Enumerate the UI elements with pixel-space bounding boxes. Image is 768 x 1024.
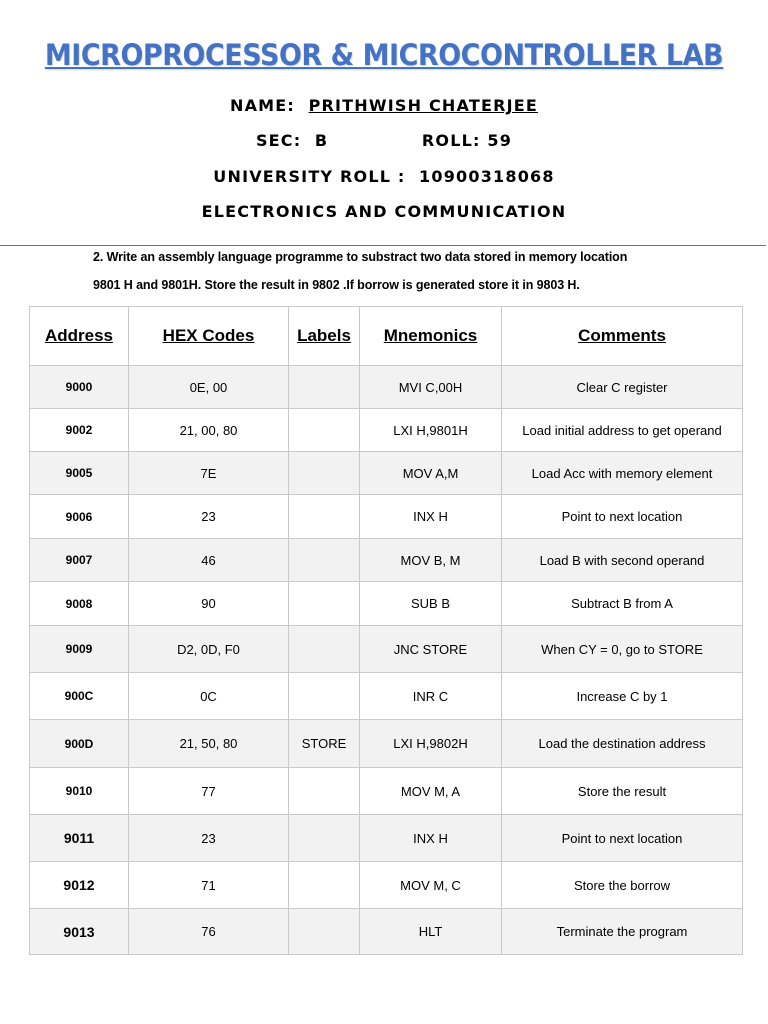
- cell-comment: Terminate the program: [502, 909, 743, 955]
- cell-comment: Load Acc with memory element: [502, 452, 743, 495]
- university-roll-line: [0, 167, 768, 186]
- cell-label: [289, 409, 360, 452]
- cell-hex-code: 0E, 00: [129, 366, 289, 409]
- roll-value: 59: [487, 131, 513, 150]
- cell-label: [289, 626, 360, 673]
- cell-hex-code: 76: [129, 909, 289, 955]
- sec-roll-line: [0, 131, 768, 150]
- cell-hex-code: 46: [129, 539, 289, 582]
- table-row: [30, 673, 743, 720]
- university-roll-label: UNIVERSITY ROLL :: [213, 167, 406, 186]
- cell-mnemonic: MVI C,00H: [360, 366, 502, 409]
- table-row: [30, 815, 743, 862]
- table-row: [30, 495, 743, 539]
- cell-mnemonic: MOV B, M: [360, 539, 502, 582]
- header-labels: Labels: [289, 307, 360, 366]
- cell-comment: Increase C by 1: [502, 673, 743, 720]
- cell-hex-code: D2, 0D, F0: [129, 626, 289, 673]
- cell-comment: Load B with second operand: [502, 539, 743, 582]
- cell-mnemonic: LXI H,9802H: [360, 720, 502, 768]
- table-row: [30, 409, 743, 452]
- header-address: Address: [30, 307, 129, 366]
- cell-comment: Load initial address to get operand: [502, 409, 743, 452]
- question-line-2: 9801 H and 9801H. Store the result in 9802 .If borrow is generated store it in 9803 H.: [93, 278, 580, 292]
- cell-comment: Point to next location: [502, 815, 743, 862]
- table-row: [30, 768, 743, 815]
- cell-hex-code: 90: [129, 582, 289, 626]
- roll-label: ROLL:: [421, 131, 481, 150]
- cell-label: STORE: [289, 720, 360, 768]
- cell-mnemonic: LXI H,9801H: [360, 409, 502, 452]
- cell-label: [289, 582, 360, 626]
- cell-label: [289, 366, 360, 409]
- header-mnemonics: Mnemonics: [360, 307, 502, 366]
- cell-comment: Point to next location: [502, 495, 743, 539]
- name-label: NAME:: [229, 96, 296, 115]
- cell-address: 9005: [30, 452, 129, 495]
- cell-address: 900D: [30, 720, 129, 768]
- table-row: [30, 909, 743, 955]
- cell-hex-code: 23: [129, 495, 289, 539]
- cell-address: 9013: [30, 909, 129, 955]
- table-row: [30, 626, 743, 673]
- cell-comment: Store the borrow: [502, 862, 743, 909]
- sec-value: B: [314, 131, 329, 150]
- cell-mnemonic: HLT: [360, 909, 502, 955]
- cell-label: [289, 452, 360, 495]
- cell-address: 900C: [30, 673, 129, 720]
- table-header-row: [30, 307, 743, 366]
- question-line-1: 2. Write an assembly language programme to substract two data stored in memory location: [93, 250, 628, 264]
- cell-hex-code: 0C: [129, 673, 289, 720]
- cell-label: [289, 815, 360, 862]
- cell-mnemonic: MOV A,M: [360, 452, 502, 495]
- cell-hex-code: 21, 50, 80: [129, 720, 289, 768]
- university-roll-value: 10900318068: [419, 167, 555, 186]
- cell-address: 9007: [30, 539, 129, 582]
- cell-address: 9009: [30, 626, 129, 673]
- header-hex-codes: HEX Codes: [129, 307, 289, 366]
- cell-comment: Load the destination address: [502, 720, 743, 768]
- cell-address: 9011: [30, 815, 129, 862]
- cell-mnemonic: MOV M, C: [360, 862, 502, 909]
- cell-label: [289, 539, 360, 582]
- cell-address: 9002: [30, 409, 129, 452]
- cell-comment: Clear C register: [502, 366, 743, 409]
- cell-comment: When CY = 0, go to STORE: [502, 626, 743, 673]
- cell-hex-code: 77: [129, 768, 289, 815]
- cell-address: 9008: [30, 582, 129, 626]
- cell-hex-code: 21, 00, 80: [129, 409, 289, 452]
- cell-address: 9012: [30, 862, 129, 909]
- cell-mnemonic: MOV M, A: [360, 768, 502, 815]
- cell-mnemonic: SUB B: [360, 582, 502, 626]
- table-row: [30, 452, 743, 495]
- cell-mnemonic: JNC STORE: [360, 626, 502, 673]
- sec-label: SEC:: [255, 131, 302, 150]
- cell-label: [289, 673, 360, 720]
- table-row: [30, 366, 743, 409]
- table-row: [30, 582, 743, 626]
- table-row: [30, 862, 743, 909]
- cell-hex-code: 7E: [129, 452, 289, 495]
- cell-hex-code: 23: [129, 815, 289, 862]
- cell-comment: Subtract B from A: [502, 582, 743, 626]
- cell-hex-code: 71: [129, 862, 289, 909]
- department: ELECTRONICS AND COMMUNICATION: [201, 202, 567, 221]
- name-value: PRITHWISH CHATERJEE: [308, 96, 539, 115]
- cell-mnemonic: INX H: [360, 495, 502, 539]
- cell-label: [289, 909, 360, 955]
- cell-address: 9000: [30, 366, 129, 409]
- table-row: [30, 539, 743, 582]
- cell-label: [289, 862, 360, 909]
- cell-mnemonic: INR C: [360, 673, 502, 720]
- header-comments: Comments: [502, 307, 743, 366]
- cell-address: 9006: [30, 495, 129, 539]
- cell-label: [289, 768, 360, 815]
- divider: [0, 245, 766, 246]
- cell-comment: Store the result: [502, 768, 743, 815]
- cell-label: [289, 495, 360, 539]
- cell-address: 9010: [30, 768, 129, 815]
- table-row: [30, 720, 743, 768]
- cell-mnemonic: INX H: [360, 815, 502, 862]
- program-table: [29, 306, 743, 955]
- page-title: MICROPROCESSOR & MICROCONTROLLER LAB: [44, 38, 724, 72]
- name-line: [0, 96, 768, 115]
